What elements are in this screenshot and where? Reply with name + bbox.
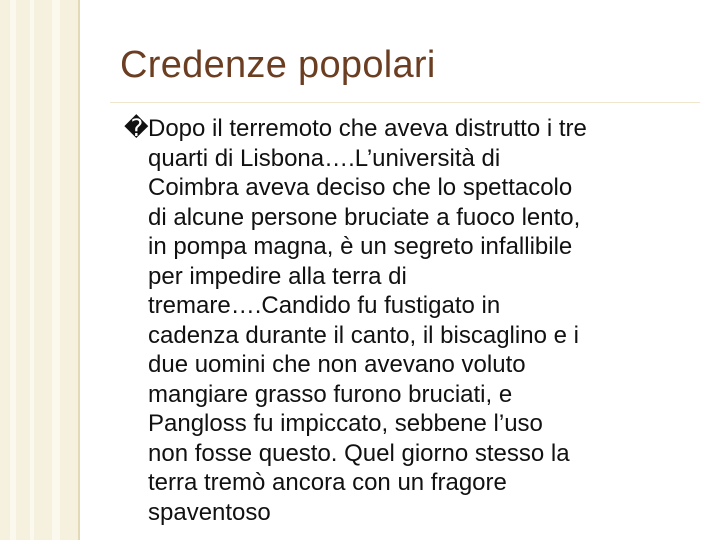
- body-line: non fosse questo. Quel giorno stesso la: [148, 439, 570, 467]
- body-line: quarti di Lisbona….L’università di: [148, 144, 501, 172]
- band-stripe: [52, 0, 60, 540]
- bullet-glyph: �: [124, 115, 149, 142]
- body-line: tremare….Candido fu fustigato in: [148, 292, 501, 319]
- body-line: spaventoso: [148, 498, 271, 526]
- body-line: mangiare grasso furono bruciati, e: [148, 380, 513, 408]
- body-line: Coimbra aveva deciso che lo spettacolo: [148, 174, 573, 201]
- band-stripe: [10, 0, 16, 540]
- body-line: in pompa magna, è un segreto infallibile: [148, 233, 573, 260]
- decorative-divider: [78, 0, 80, 540]
- slide-body: [148, 114, 708, 527]
- body-line: per impedire alla terra di: [148, 262, 407, 290]
- body-line: due uomini che non avevano voluto: [148, 351, 526, 378]
- band-stripe: [30, 0, 34, 540]
- decorative-side-band: [0, 0, 80, 540]
- slide-title: Credenze popolari: [120, 44, 436, 86]
- body-line: di alcune persone bruciate a fuoco lento,: [148, 203, 581, 231]
- body-line: cadenza durante il canto, il biscaglino e i: [148, 321, 579, 349]
- body-line: terra tremò ancora con un fragore: [148, 469, 507, 496]
- body-line: Pangloss fu impiccato, sebbene l’uso: [148, 410, 543, 437]
- title-divider: [110, 102, 700, 103]
- body-line: Dopo il terremoto che aveva distrutto i tre: [148, 115, 587, 142]
